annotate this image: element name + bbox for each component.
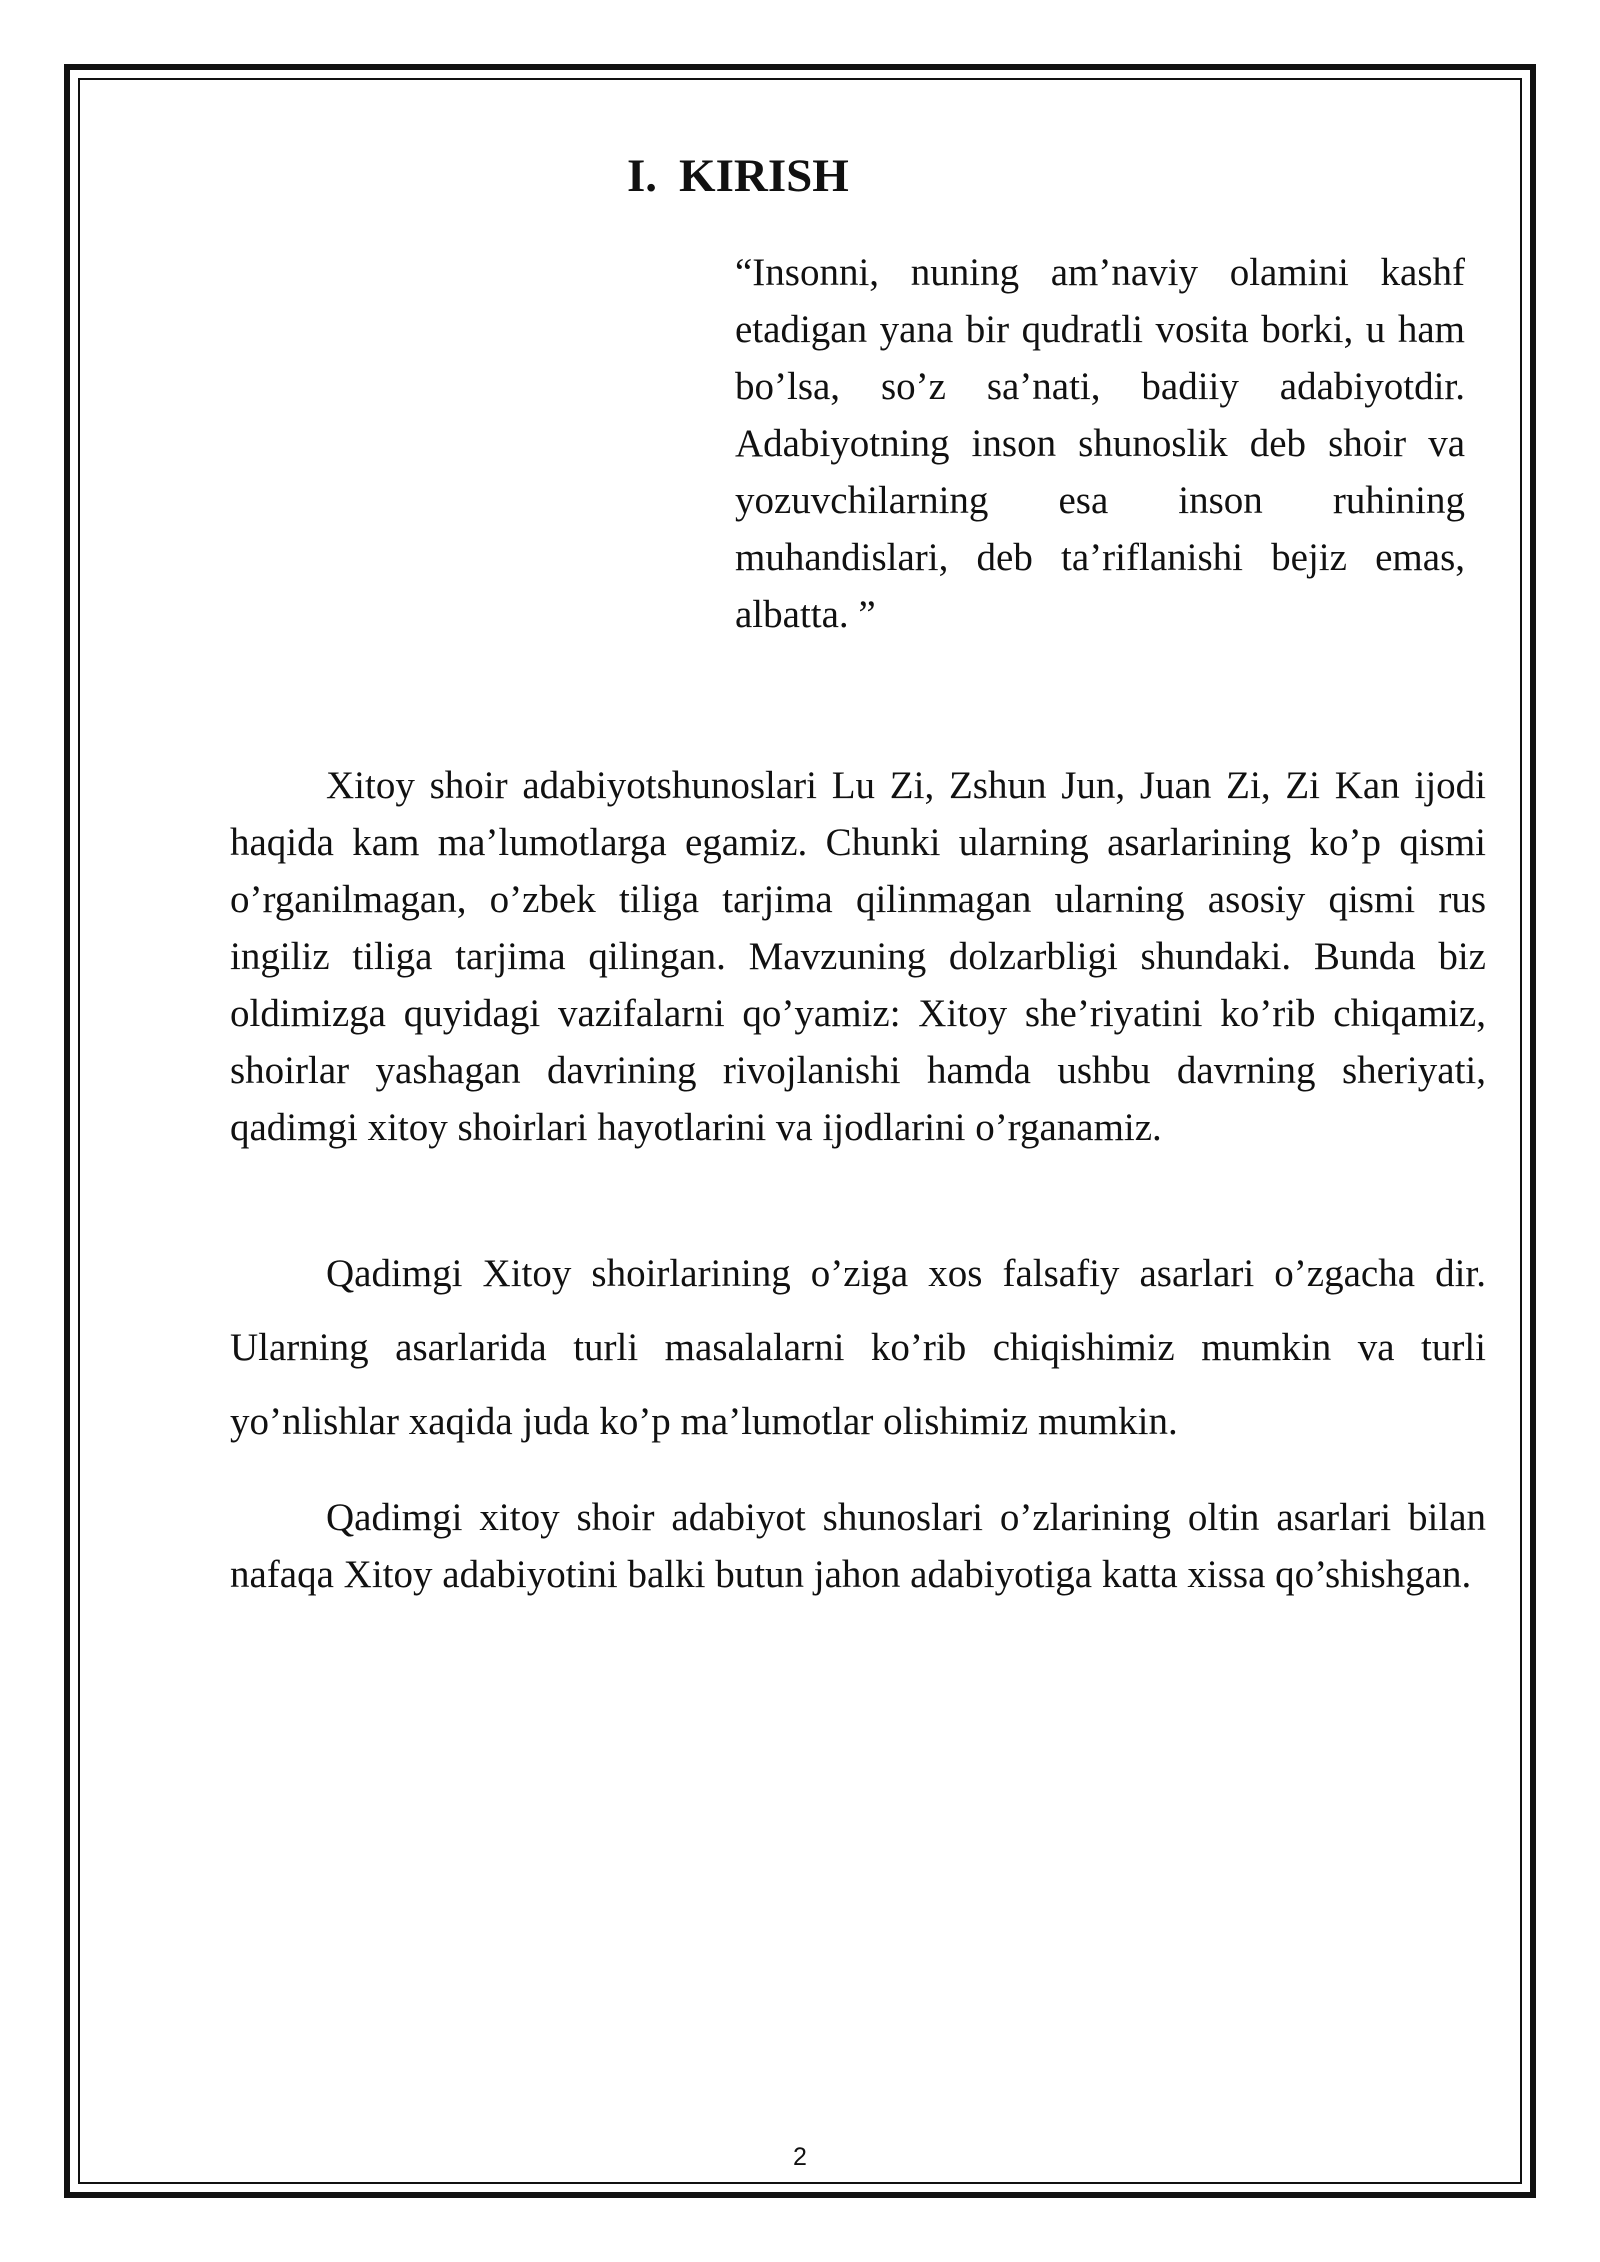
body-paragraph: Qadimgi xitoy shoir adabiyot shunoslari o’zlarining oltin asarlari bilan nafaqa Xitoy adabiyotini balki butun jahon adabiyotiga katta xissa qo’shishgan. [230,1496,1486,1596]
epigraph-quote: “Insonni, nuning am’naviy olamini kashf etadigan yana bir qudratli vosita borki, u ham bo’lsa, so’z sa’nati, badiiy adabiyotdir. Adabiyotning inson shunoslik deb shoir va yozuvchilarning esa inson ruhining muhandislari, deb ta’riflanishi bejiz emas, albatta. ” [735,251,1465,636]
body-paragraph: Xitoy shoir adabiyotshunoslari Lu Zi, Zshun Jun, Juan Zi, Zi Kan ijodi haqida kam ma’lumotlarga egamiz. Chunki ularning asarlarining ko’p qismi o’rganilmagan, o’zbek tiliga tarjima qilinmagan ularning asosiy qismi rus ingiliz tiliga tarjima qilingan. Mavzuning dolzarbligi shundaki. Bunda biz oldimizga quyidagi vazifalarni qo’yamiz: Xitoy she’riyatini ko’rib chiqamiz, shoirlar yashagan davrining rivojlanishi hamda ushbu davrning sheriyati, qadimgi xitoy shoirlari hayotlarini va ijodlarini o’rganamiz. [230,764,1486,1149]
page-number: 2 [793,2143,807,2171]
section-heading [627,148,849,204]
section-title: KIRISH [679,150,849,202]
body-paragraph: Qadimgi Xitoy shoirlarining o’ziga xos falsafiy asarlari o’zgacha dir. Ularning asarlarida turli masalalarni ko’rib chiqishimiz mumkin va turli yo’nlishlar xaqida juda ko’p ma’lumotlar olishimiz mumkin. [230,1252,1486,1443]
section-number: I. [627,150,658,202]
